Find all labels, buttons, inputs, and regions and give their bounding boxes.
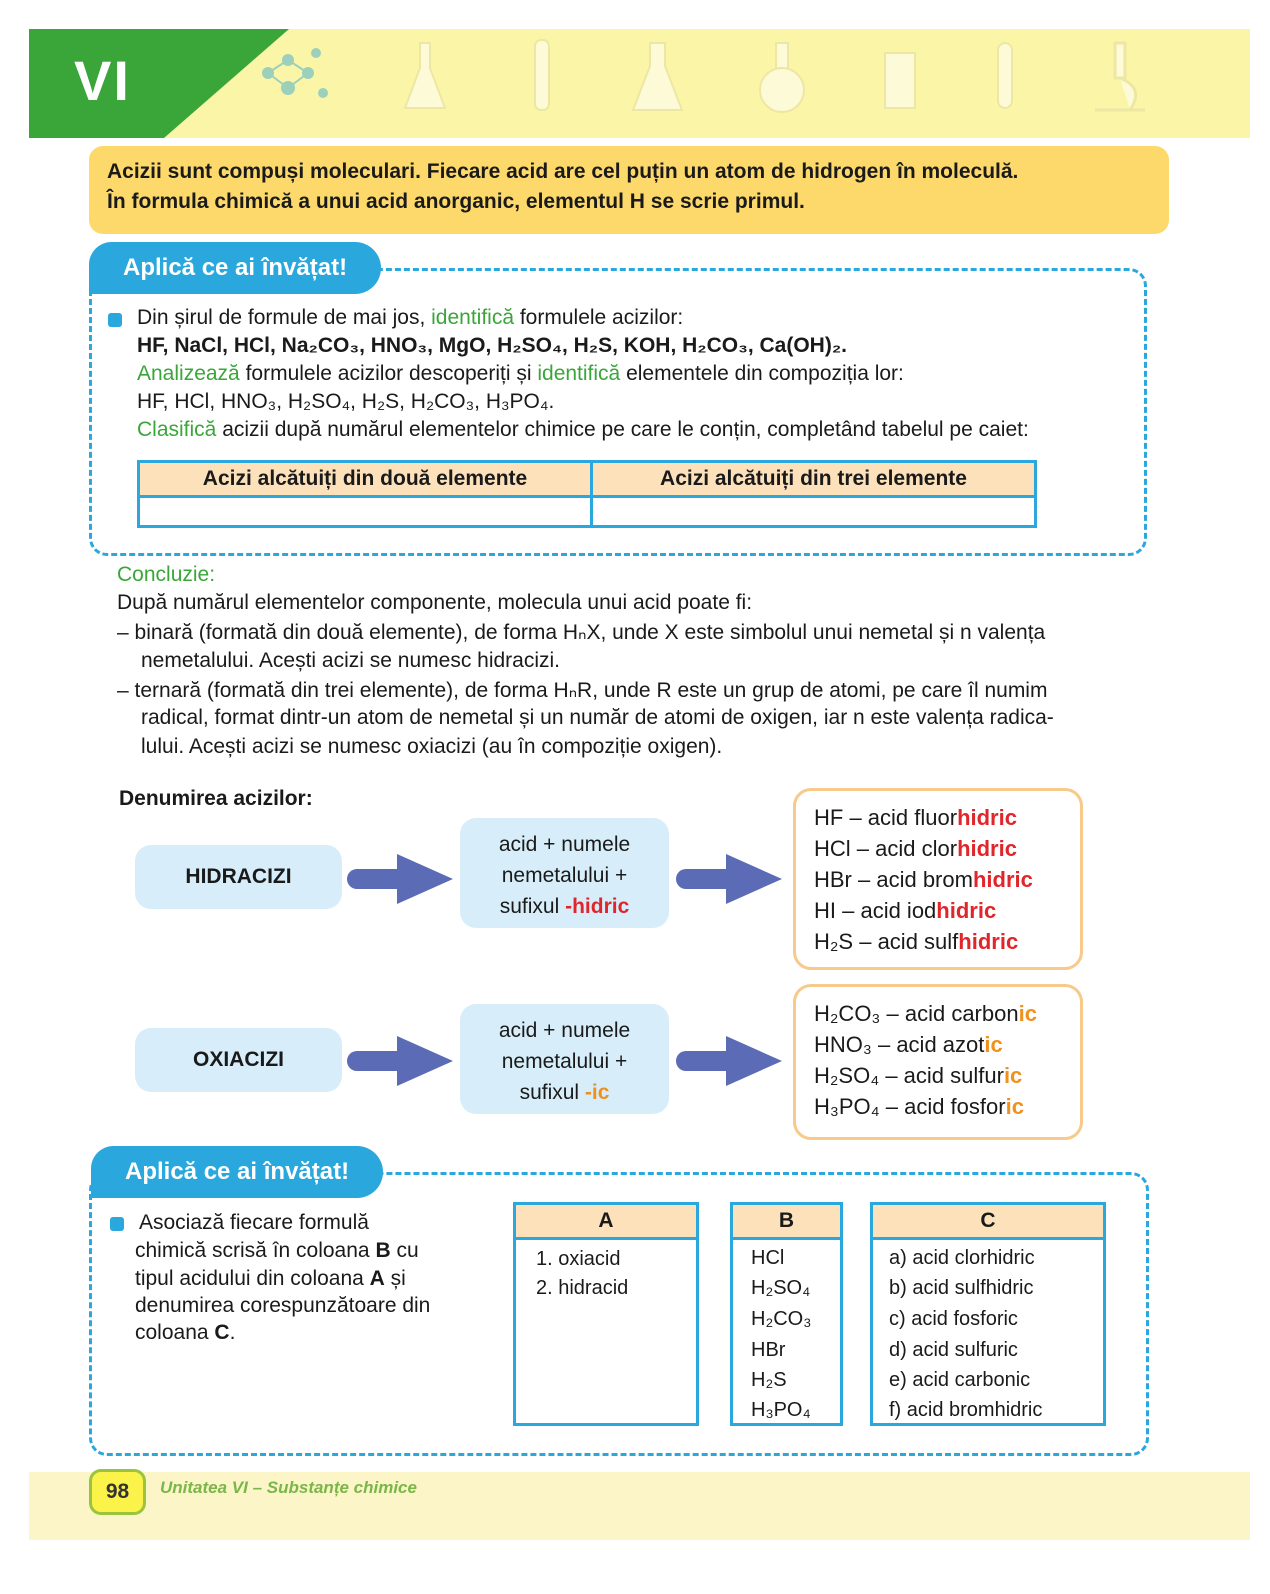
formula: H₂SO₄ — [814, 1063, 880, 1088]
text: elementele din compoziția lor: — [620, 362, 904, 385]
column-b-header: B — [733, 1205, 840, 1240]
definition-box — [89, 146, 1169, 234]
column-ref: A — [369, 1267, 385, 1290]
column-c-table — [870, 1202, 1106, 1426]
rule-line: nemetalului + — [501, 864, 628, 887]
rule-line — [460, 891, 669, 922]
naming-title: Denumirea acizilor: — [119, 787, 313, 810]
suffix: -hidric — [565, 895, 630, 918]
example — [814, 836, 1017, 862]
column-b-item: HCl — [751, 1247, 785, 1269]
table-header-two-elements: Acizi alcătuiți din două elemente — [140, 463, 590, 498]
bullet-icon — [110, 1217, 124, 1231]
page-number: 98 — [89, 1469, 146, 1515]
suffix: hidric — [957, 805, 1017, 830]
apply2-line-2 — [135, 1239, 419, 1263]
formula: H₃PO₄ — [814, 1094, 880, 1119]
suffix: ic — [1018, 1001, 1037, 1026]
apply2-line-1: Asociază fiecare formulă — [139, 1211, 369, 1234]
formula: HBr — [814, 867, 852, 892]
chapter-tab — [29, 29, 289, 138]
column-b-table — [730, 1202, 843, 1426]
column-b-item: H₃PO₄ — [751, 1399, 811, 1421]
text: și — [384, 1267, 406, 1290]
keyword: identifică — [537, 362, 621, 385]
text: chimică scrisă în coloana — [135, 1239, 376, 1262]
formula: HNO₃ — [814, 1032, 872, 1057]
bullet-icon — [108, 313, 122, 327]
unit-title: Unitatea VI – Substanțe chimice — [160, 1478, 417, 1497]
round-flask-icon — [757, 38, 807, 118]
name: – acid fosfor — [879, 1094, 1006, 1119]
column-c-header: C — [873, 1205, 1103, 1240]
column-c-item: f) acid bromhidric — [889, 1399, 1043, 1421]
text: coloana — [135, 1321, 215, 1344]
oxyacids-label: OXIACIZI — [135, 1028, 342, 1092]
column-a-table — [513, 1202, 699, 1426]
text: . — [229, 1321, 236, 1344]
table-divider — [590, 463, 593, 525]
suffix: -ic — [584, 1081, 610, 1104]
name: – acid fluor — [843, 805, 958, 830]
conclusion-ternary-line-2: radical, format dintr-un atom de nemetal și un număr de atomi de oxigen, iar n este valența radica- — [141, 706, 1054, 729]
column-c-item: a) acid clorhidric — [889, 1247, 1035, 1269]
rule-line — [460, 1077, 669, 1108]
name: – acid sulfur — [879, 1063, 1004, 1088]
apply-label-1: Aplică ce ai învățat! — [89, 242, 381, 294]
apply1-line-5 — [137, 418, 1029, 442]
text: cu — [390, 1239, 419, 1262]
suffix: hidric — [958, 929, 1019, 954]
apply-label-2: Aplică ce ai învățat! — [91, 1146, 383, 1198]
name: – acid sulf — [853, 929, 959, 954]
arrow-icon — [347, 850, 455, 908]
hydracids-examples — [793, 788, 1083, 970]
text: Din șirul de formule de mai jos, — [137, 306, 432, 329]
molecule-icon — [258, 38, 338, 118]
erlenmeyer-icon — [630, 38, 685, 118]
text: tipul acidului din coloana — [135, 1267, 370, 1290]
apply1-line-1 — [137, 306, 683, 330]
column-ref: C — [214, 1321, 230, 1344]
keyword: Clasifică — [137, 418, 217, 441]
apply1-line-3 — [137, 362, 904, 386]
suffix: ic — [1005, 1094, 1024, 1119]
formula: HF — [814, 805, 844, 830]
text: sufixul — [519, 1081, 585, 1104]
flask-icon — [400, 38, 450, 118]
text: formulele acizilor descoperiți și — [239, 362, 538, 385]
column-a-header: A — [516, 1205, 696, 1240]
formula: H₂CO₃ — [814, 1001, 881, 1026]
arrow-icon — [676, 1032, 784, 1090]
column-a-item: 2. hidracid — [536, 1277, 629, 1299]
example — [814, 929, 1018, 955]
keyword: Analizează — [137, 362, 240, 385]
suffix: hidric — [957, 836, 1017, 861]
arrow-icon — [676, 850, 784, 908]
oxyacids-examples — [793, 984, 1083, 1140]
example — [814, 1001, 1037, 1027]
definition-line-1: Acizii sunt compuși moleculari. Fiecare acid are cel puțin un atom de hidrogen în moleculă. — [107, 160, 1019, 183]
beaker-icon — [880, 38, 920, 118]
apply2-line-3 — [135, 1267, 406, 1291]
thermometer-icon — [527, 38, 557, 118]
example — [814, 805, 1017, 831]
rule-line: acid + numele — [498, 1019, 631, 1042]
apply2-line-5 — [135, 1321, 235, 1345]
rule-line: acid + numele — [498, 833, 631, 856]
name: – acid azot — [871, 1032, 985, 1057]
example — [814, 1032, 1003, 1058]
column-b-item: H₂SO₄ — [751, 1277, 811, 1299]
suffix: hidric — [936, 898, 997, 923]
text: sufixul — [499, 895, 566, 918]
suffix: ic — [1003, 1063, 1023, 1088]
column-c-item: c) acid fosforic — [889, 1308, 1018, 1330]
formula: HCl — [814, 836, 851, 861]
column-ref: B — [375, 1239, 391, 1262]
definition-line-2: În formula chimică a unui acid anorganic, elementul H se scrie primul. — [107, 190, 805, 213]
conclusion-title: Concluzie: — [117, 563, 216, 586]
formula: HI — [814, 898, 836, 923]
classification-table — [137, 460, 1037, 528]
name: – acid clor — [850, 836, 958, 861]
text: acizii după numărul elementelor chimice pe care le conțin, completând tabelul pe caiet: — [216, 418, 1029, 441]
conclusion-intro: După numărul elementelor componente, molecula unui acid poate fi: — [117, 591, 753, 614]
microscope-icon — [1085, 38, 1150, 118]
conclusion-binary-line-2: nemetalului. Acești acizi se numesc hidracizi. — [141, 649, 561, 672]
text: formulele acizilor: — [514, 306, 684, 329]
column-a-item: 1. oxiacid — [536, 1248, 621, 1270]
formula: H₂S — [814, 929, 854, 954]
example — [814, 1094, 1024, 1120]
example — [814, 898, 996, 924]
conclusion-ternary-line-3: lului. Acești acizi se numesc oxiacizi (au în compoziție oxigen). — [141, 735, 723, 758]
example — [814, 1063, 1022, 1089]
rule-line: nemetalului + — [501, 1050, 628, 1073]
acid-formula-list: HF, HCl, HNO₃, H₂SO₄, H₂S, H₂CO₃, H₃PO₄. — [137, 390, 555, 413]
table-header-three-elements: Acizi alcătuiți din trei elemente — [593, 463, 1034, 498]
name: – acid brom — [851, 867, 973, 892]
hydracids-rule — [460, 818, 669, 928]
suffix: ic — [984, 1032, 1003, 1057]
column-c-item: e) acid carbonic — [889, 1369, 1031, 1391]
name: – acid iod — [836, 898, 937, 923]
apply2-line-4: denumirea corespunzătoare din — [135, 1294, 431, 1317]
conclusion-ternary-line-1: – ternară (formată din trei elemente), de forma HₙR, unde R este un grup de atomi, pe care îl numim — [117, 679, 1048, 702]
formula-list: HF, NaCl, HCl, Na₂CO₃, HNO₃, MgO, H₂SO₄, H₂S, KOH, H₂CO₃, Ca(OH)₂. — [137, 334, 848, 357]
hydracids-label: HIDRACIZI — [135, 845, 342, 909]
column-c-item: d) acid sulfuric — [889, 1339, 1018, 1361]
test-tube-icon — [990, 38, 1020, 118]
oxyacids-rule — [460, 1004, 669, 1114]
arrow-icon — [347, 1032, 455, 1090]
name: – acid carbon — [880, 1001, 1019, 1026]
conclusion-binary-line-1: – binară (formată din două elemente), de forma HₙX, unde X este simbolul unui nemetal și n valența — [117, 621, 1046, 644]
column-b-item: HBr — [751, 1339, 786, 1361]
column-c-item: b) acid sulfhidric — [889, 1277, 1034, 1299]
suffix: hidric — [972, 867, 1033, 892]
keyword: identifică — [431, 306, 515, 329]
column-b-item: H₂S — [751, 1369, 787, 1391]
column-b-item: H₂CO₃ — [751, 1308, 812, 1330]
chapter-number: VI — [74, 49, 131, 112]
example — [814, 867, 1033, 893]
